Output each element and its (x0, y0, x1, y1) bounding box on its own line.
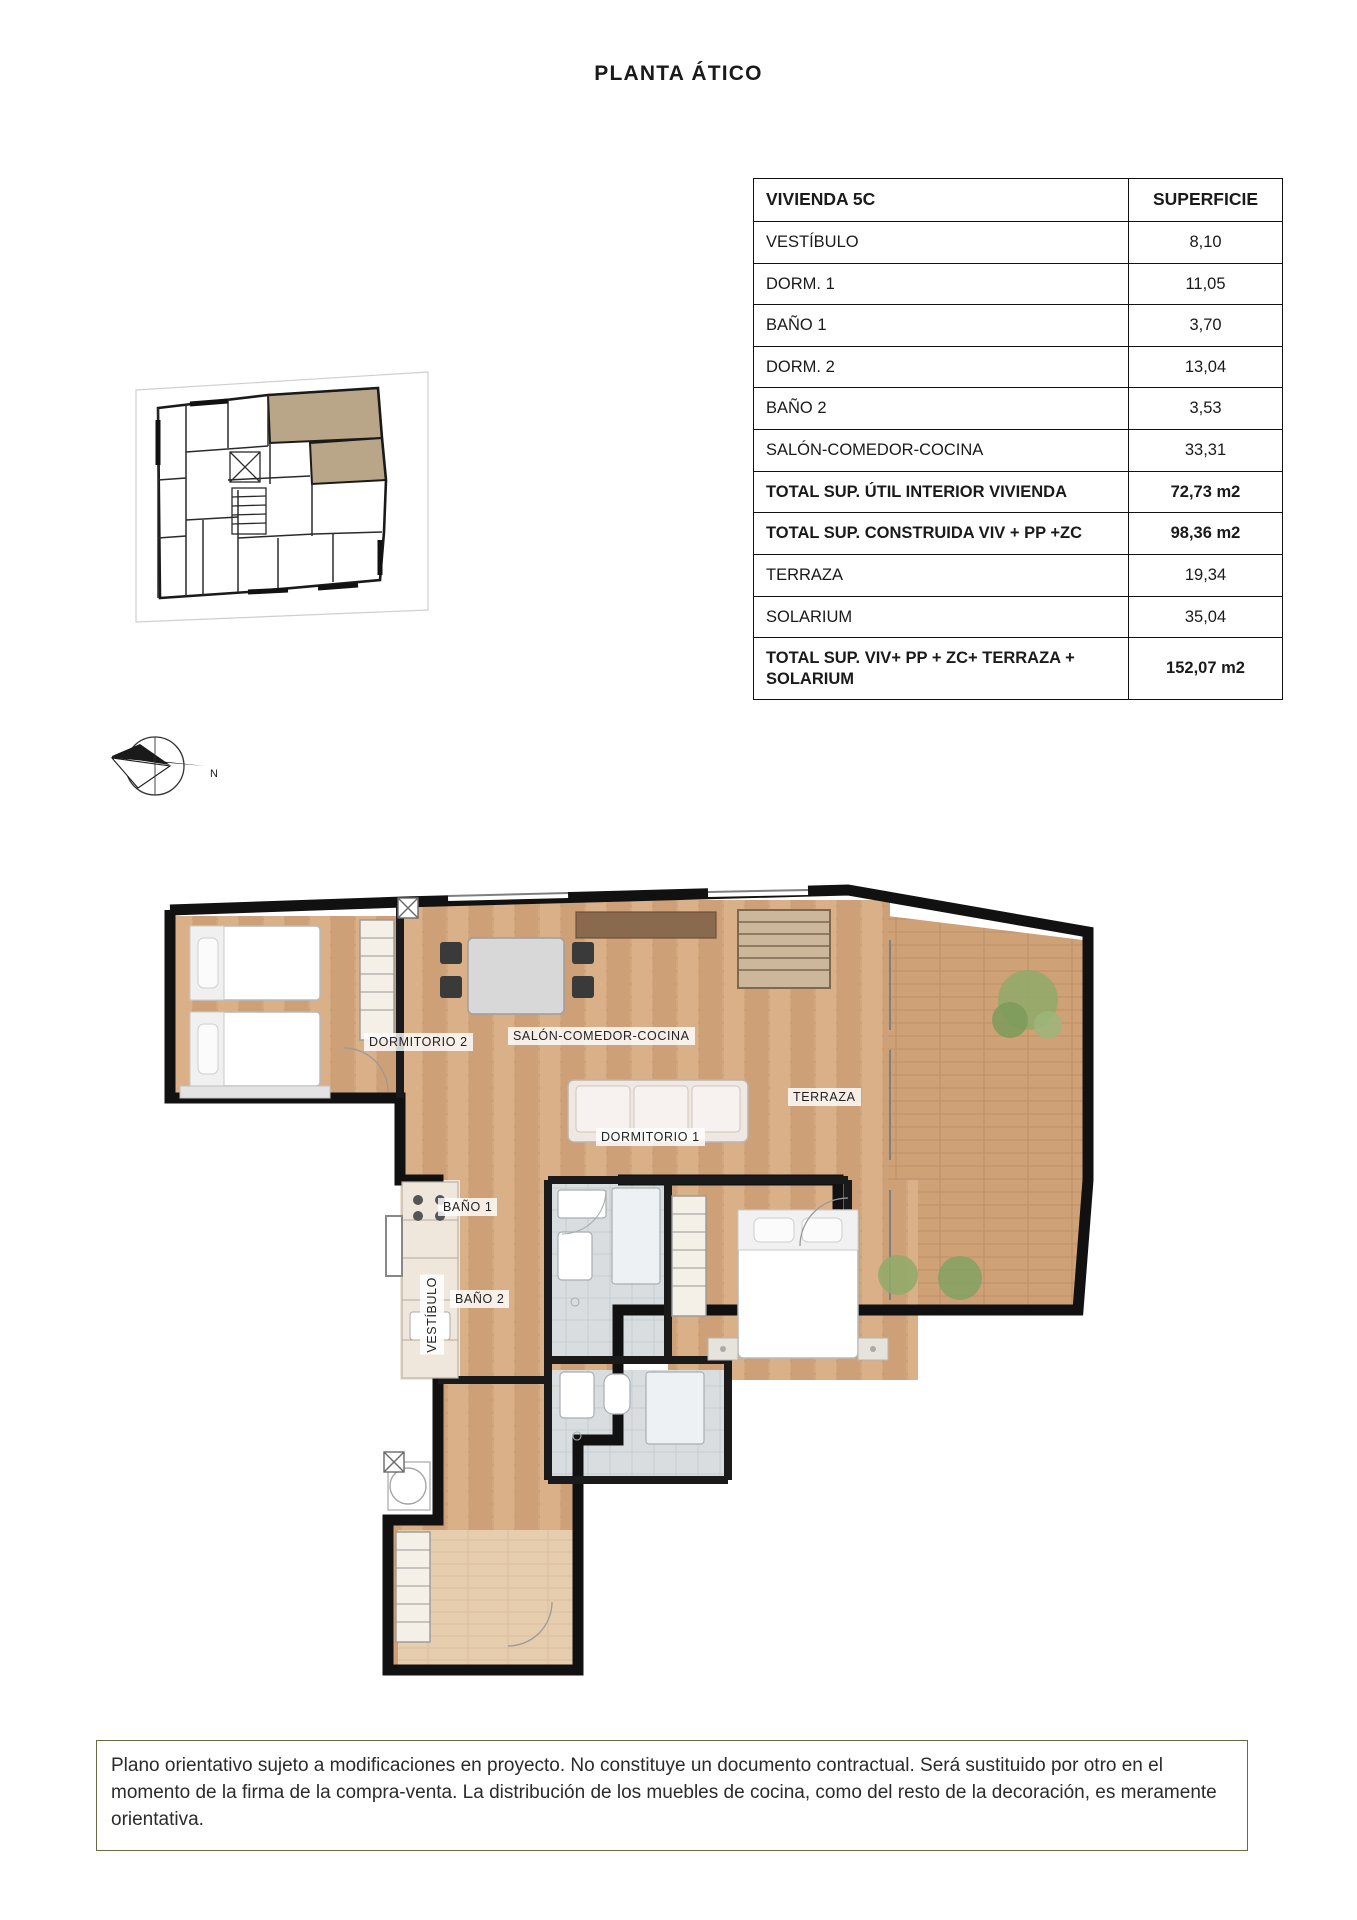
compass-rose (110, 718, 230, 808)
room-label-dormitorio-2: DORMITORIO 2 (364, 1033, 473, 1051)
table-row (754, 346, 1283, 388)
table-row (754, 554, 1283, 596)
room-name: TOTAL SUP. CONSTRUIDA VIV + PP +ZC (754, 513, 1129, 555)
building-key-plan (128, 360, 438, 625)
table-header-row (754, 179, 1283, 222)
room-name: TERRAZA (754, 554, 1129, 596)
table-header-unit: VIVIENDA 5C (754, 179, 1129, 222)
room-name: TOTAL SUP. ÚTIL INTERIOR VIVIENDA (754, 471, 1129, 513)
disclaimer-note: Plano orientativo sujeto a modificaciones en proyecto. No constituye un documento contractual. Será sustituido por otro en el momento de la firma de la compra-venta. La distribución de los muebles de cocina, como del resto de la decoración, es meramente orientativa. (96, 1740, 1248, 1851)
room-area: 72,73 m2 (1129, 471, 1283, 513)
room-area: 11,05 (1129, 263, 1283, 305)
room-area: 19,34 (1129, 554, 1283, 596)
room-area: 152,07 m2 (1129, 638, 1283, 700)
table-row-total (754, 471, 1283, 513)
room-label-vestibulo: VESTÍBULO (420, 1275, 444, 1355)
room-name: DORM. 2 (754, 346, 1129, 388)
room-area: 35,04 (1129, 596, 1283, 638)
table-header-surface: SUPERFICIE (1129, 179, 1283, 222)
room-area: 3,70 (1129, 305, 1283, 347)
room-label-salon: SALÓN-COMEDOR-COCINA (508, 1027, 695, 1045)
page-title: PLANTA ÁTICO (594, 62, 763, 85)
room-label-bano-1: BAÑO 1 (438, 1198, 497, 1216)
room-label-bano-2: BAÑO 2 (450, 1290, 509, 1308)
table-row-total (754, 513, 1283, 555)
table-row (754, 221, 1283, 263)
room-area: 3,53 (1129, 388, 1283, 430)
room-area: 98,36 m2 (1129, 513, 1283, 555)
room-name: SALÓN-COMEDOR-COCINA (754, 430, 1129, 472)
table-row (754, 596, 1283, 638)
table-row-total (754, 638, 1283, 700)
room-name: VESTÍBULO (754, 221, 1129, 263)
room-name: BAÑO 1 (754, 305, 1129, 347)
room-label-terraza: TERRAZA (788, 1088, 861, 1106)
table-row (754, 305, 1283, 347)
compass-north-label: N (210, 768, 219, 780)
apartment-floor-plan (148, 880, 1148, 1715)
room-name: BAÑO 2 (754, 388, 1129, 430)
room-name: SOLARIUM (754, 596, 1129, 638)
table-row (754, 430, 1283, 472)
room-label-dormitorio-1: DORMITORIO 1 (596, 1128, 705, 1146)
room-area: 33,31 (1129, 430, 1283, 472)
room-name: DORM. 1 (754, 263, 1129, 305)
room-area: 13,04 (1129, 346, 1283, 388)
room-area: 8,10 (1129, 221, 1283, 263)
surface-area-table (753, 178, 1283, 700)
table-row (754, 388, 1283, 430)
room-name: TOTAL SUP. VIV+ PP + ZC+ TERRAZA + SOLARIUM (754, 638, 1129, 700)
table-row (754, 263, 1283, 305)
